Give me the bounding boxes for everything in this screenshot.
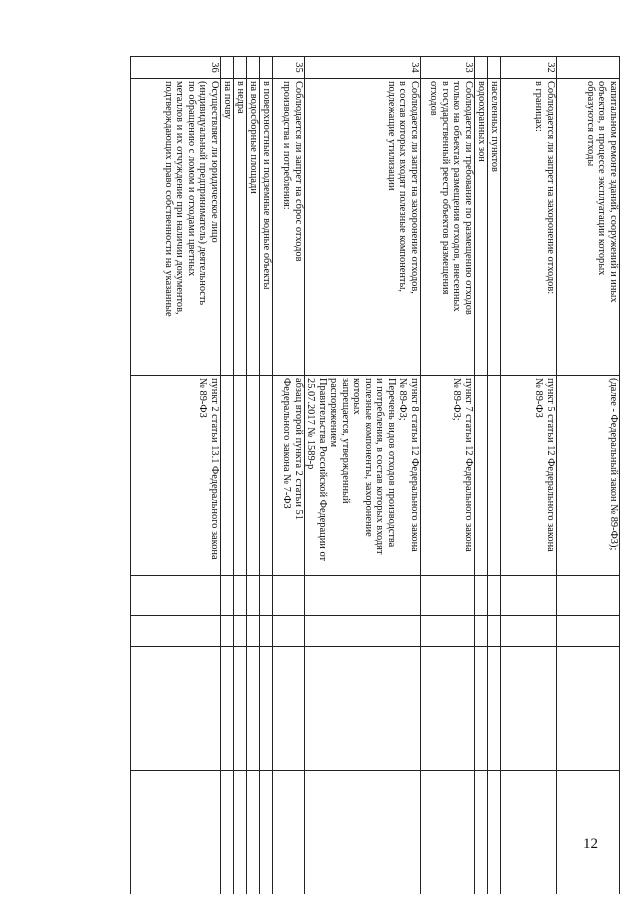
note-cell	[421, 771, 475, 895]
answer-cell	[221, 647, 234, 771]
answer-cell	[234, 576, 247, 616]
checklist-table	[130, 56, 620, 894]
landscape-content	[67, 56, 620, 894]
answer-cell	[421, 576, 475, 616]
question-cell: в поверхностные и подземные водные объекты	[260, 79, 273, 376]
answer-cell	[305, 647, 421, 771]
answer-cell	[501, 647, 557, 771]
row-number: 32	[501, 57, 557, 79]
row-number	[247, 57, 260, 79]
reference-cell: пункт 2 статьи 13.1 Федерального закона № 89-ФЗ	[131, 376, 221, 576]
note-cell	[501, 771, 557, 895]
reference-cell	[260, 376, 273, 576]
answer-cell	[221, 576, 234, 616]
answer-cell	[247, 616, 260, 647]
row-number: 35	[273, 57, 305, 79]
question-cell: Соблюдается ли требование по размещению отходов только на объектах размещения отходов, внесенных в государственный реестр объектов размещения отходов	[421, 79, 475, 376]
reference-cell: пункт 7 статьи 12 Федерального закона № 89-ФЗ;	[421, 376, 475, 576]
answer-cell	[557, 616, 620, 647]
row-number	[234, 57, 247, 79]
question-cell: на водосборные площади	[247, 79, 260, 376]
question-cell: Соблюдается ли запрет на захоронение отходов: в границах:	[501, 79, 557, 376]
question-cell: Соблюдается ли запрет на сброс отходов производства и потребления:	[273, 79, 305, 376]
answer-cell	[488, 616, 501, 647]
answer-cell	[273, 647, 305, 771]
answer-cell	[557, 576, 620, 616]
reference-cell	[247, 376, 260, 576]
row-number	[221, 57, 234, 79]
table-row	[557, 57, 620, 895]
reference-cell	[488, 376, 501, 576]
answer-cell	[557, 647, 620, 771]
question-cell: Осуществляет ли юридическое лицо (индивидуальный предприниматель) деятельность по обращению с ломом и отходами цветных металлов и их отчуждение при наличии документов, подтверждающих право собственности на указанные	[131, 79, 221, 376]
row-number: 36	[131, 57, 221, 79]
answer-cell	[501, 616, 557, 647]
answer-cell	[273, 576, 305, 616]
table-row	[273, 57, 305, 895]
answer-cell	[234, 647, 247, 771]
note-cell	[305, 771, 421, 895]
reference-cell: пункт 5 статьи 12 Федерального закона № 89-ФЗ	[501, 376, 557, 576]
note-cell	[557, 771, 620, 895]
answer-cell	[305, 616, 421, 647]
table-row	[247, 57, 260, 895]
note-cell	[234, 771, 247, 895]
table-row	[488, 57, 501, 895]
answer-cell	[260, 576, 273, 616]
note-cell	[488, 771, 501, 895]
reference-cell	[475, 376, 488, 576]
table-row	[131, 57, 221, 895]
rotated-page	[67, 56, 620, 894]
note-cell	[260, 771, 273, 895]
note-cell	[221, 771, 234, 895]
note-cell	[475, 771, 488, 895]
page-number: 12	[583, 836, 598, 852]
answer-cell	[501, 576, 557, 616]
answer-cell	[131, 616, 221, 647]
answer-cell	[260, 616, 273, 647]
note-cell	[131, 771, 221, 895]
question-cell: Соблюдается ли запрет на захоронение отходов, в состав которых входят полезные компоненты, подлежащие утилизации	[305, 79, 421, 376]
answer-cell	[247, 576, 260, 616]
question-cell: населенных пунктов	[488, 79, 501, 376]
table-row	[305, 57, 421, 895]
table-row	[501, 57, 557, 895]
answer-cell	[221, 616, 234, 647]
table-row	[234, 57, 247, 895]
answer-cell	[247, 647, 260, 771]
answer-cell	[475, 647, 488, 771]
table-row	[260, 57, 273, 895]
answer-cell	[475, 576, 488, 616]
row-number: 34	[305, 57, 421, 79]
answer-cell	[488, 647, 501, 771]
row-number	[557, 57, 620, 79]
note-cell	[273, 771, 305, 895]
answer-cell	[260, 647, 273, 771]
question-cell: водоохранных зон	[475, 79, 488, 376]
row-number	[488, 57, 501, 79]
table-row	[475, 57, 488, 895]
table-row	[421, 57, 475, 895]
reference-cell: (далее - Федеральный закон № 89-ФЗ);	[557, 376, 620, 576]
question-cell: капитальном ремонте зданий, сооружений и иных объектов, в процессе эксплуатации которых образуются отходы	[557, 79, 620, 376]
reference-cell: абзац второй пункта 2 статьи 51 Федерального закона № 7-ФЗ	[273, 376, 305, 576]
answer-cell	[131, 647, 221, 771]
row-number: 33	[421, 57, 475, 79]
answer-cell	[421, 616, 475, 647]
answer-cell	[273, 616, 305, 647]
reference-cell: пункт 8 статьи 12 Федерального закона № 89-ФЗ; Перечень видов отходов производства и потребления, в состав которых входят полезные компоненты, захоронение которых запрещается, утвержденный распоряжением Правительства Российской Федерации от 25.07.2017 № 1589-р	[305, 376, 421, 576]
answer-cell	[475, 616, 488, 647]
answer-cell	[131, 576, 221, 616]
question-cell: на почву	[221, 79, 234, 376]
table-row	[221, 57, 234, 895]
reference-cell	[234, 376, 247, 576]
answer-cell	[234, 616, 247, 647]
answer-cell	[305, 576, 421, 616]
row-number	[260, 57, 273, 79]
answer-cell	[421, 647, 475, 771]
answer-cell	[488, 576, 501, 616]
question-cell: в недра	[234, 79, 247, 376]
row-number	[475, 57, 488, 79]
note-cell	[247, 771, 260, 895]
reference-cell	[221, 376, 234, 576]
